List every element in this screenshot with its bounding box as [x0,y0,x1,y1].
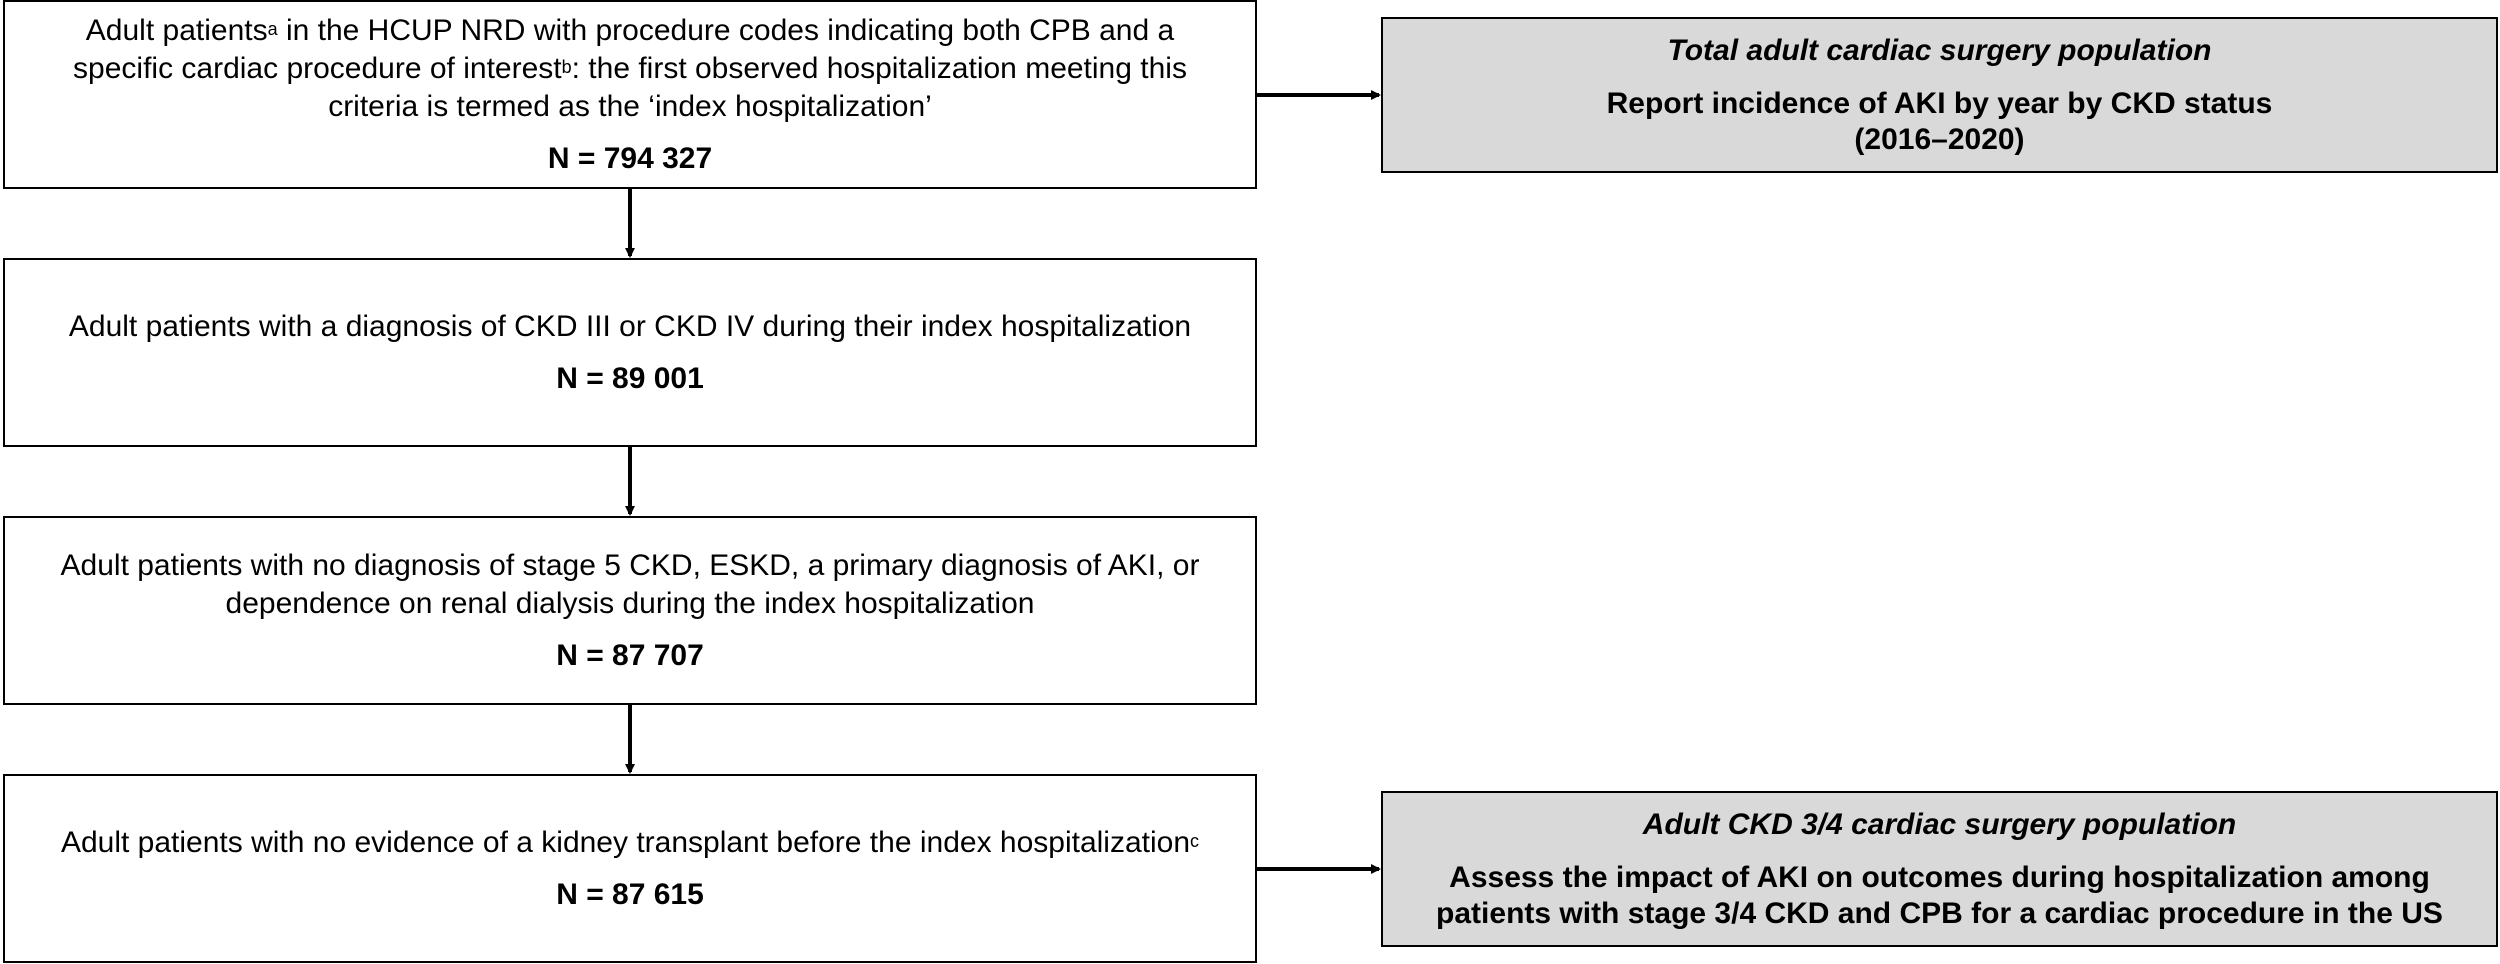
outcome-1-box [1381,17,2498,173]
outcome-2-box [1381,791,2498,947]
step-1-box [3,0,1257,189]
step-3-text: Adult patients with no diagnosis of stage 5 CKD, ESKD, a primary diagnosis of AKI, or dependence on renal dialysis during the index hospitalization [60,548,1200,620]
outcome-2-title: Adult CKD 3/4 cardiac surgery population [1642,808,2237,841]
outcome-1-description: Report incidence of AKI by year by CKD status (2016–2020) [1606,87,2273,156]
footnote-a: a [267,18,278,39]
step-4-text: Adult patients with no evidence of a kidney transplant before the index hospitalization$^c$ [60,825,1200,859]
step-1-text: Adult patients$^a$ in the HCUP NRD with procedure codes indicating both CPB and a specific cardiac procedure of interest$^b$: the first observed hospitalization meeting this criteria is termed as the ‘index hospitalization’ [73,13,1187,123]
footnote-b: b [561,56,572,77]
step-1-count: N = 794 327 [547,141,713,175]
step-2-text: Adult patients with a diagnosis of CKD III or CKD IV during their index hospitalization [68,309,1192,343]
step-2-box [3,258,1257,447]
step-2-count: N = 89 001 [556,361,704,395]
outcome-1-title: Total adult cardiac surgery population [1667,34,2212,67]
step-4-box [3,774,1257,963]
footnote-c: c [1190,830,1200,851]
outcome-2-description: Assess the impact of AKI on outcomes during hospitalization among patients with stage 3/4 CKD and CPB for a cardiac procedure in the US [1436,861,2443,930]
step-3-box [3,516,1257,705]
step-3-count: N = 87 707 [556,638,704,672]
step-4-count: N = 87 615 [556,877,704,911]
